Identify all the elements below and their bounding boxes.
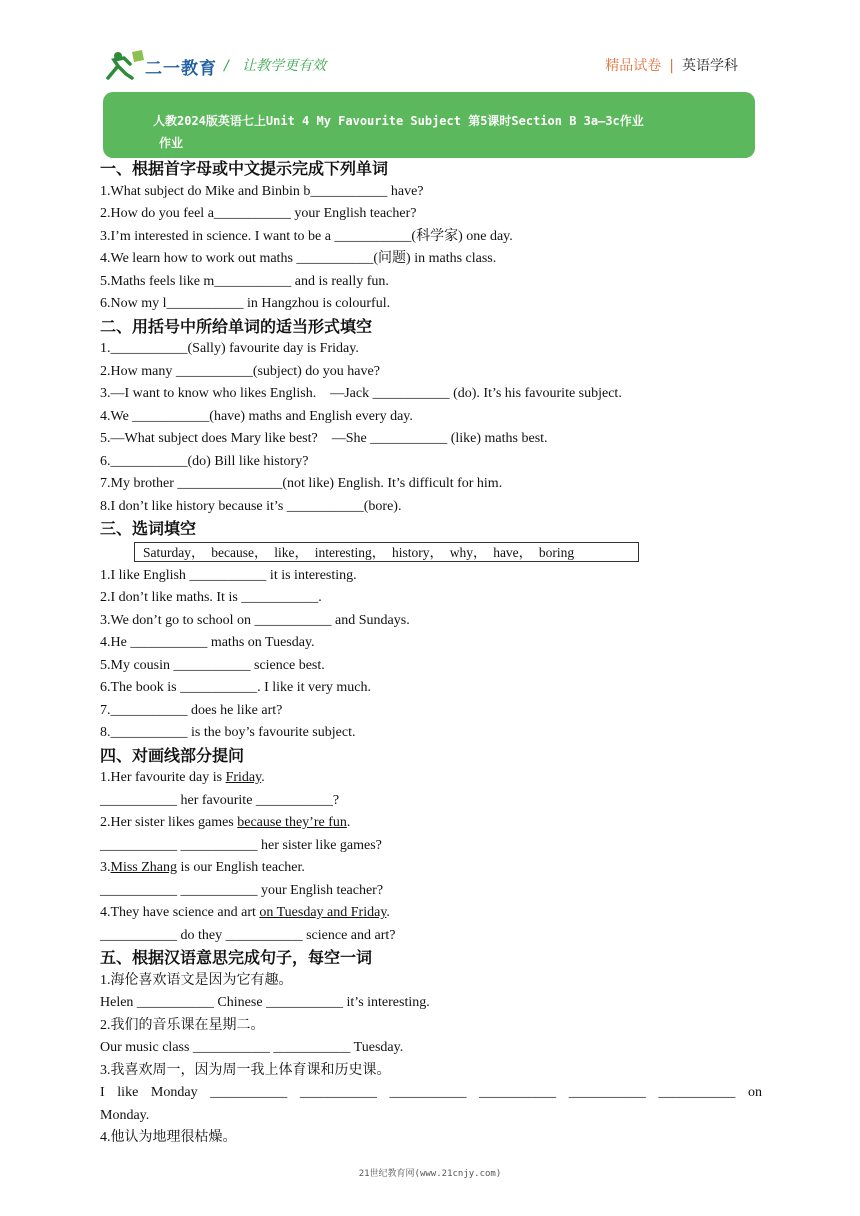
- list-item: 3.Miss Zhang is our English teacher.: [100, 860, 305, 875]
- list-item: 2.Her sister likes games because they’re fun.: [100, 815, 351, 830]
- list-item: 4.We ___________(have) maths and English every day.: [100, 408, 413, 424]
- list-item: 6.Now my l___________ in Hangzhou is colourful.: [100, 296, 391, 311]
- answer-line: ___________ ___________ your English teacher?: [100, 882, 384, 898]
- list-item: 3.我喜欢周一，因为周一我上体育课和历史课。: [100, 1062, 391, 1078]
- logo-text: 二一教育: [145, 59, 217, 79]
- section-1-title: 一、根据首字母或中文提示完成下列单词: [100, 159, 389, 178]
- list-item: 8.I don’t like history because it’s ___________(bore).: [100, 498, 402, 514]
- answer-line-continued: Monday.: [100, 1107, 150, 1123]
- list-item: 3.—I want to know who likes English. —Jack ___________ (do). It’s his favourite subject.: [100, 386, 622, 401]
- list-item: 5.—What subject does Mary like best? —She ___________ (like) maths best.: [100, 431, 548, 446]
- worksheet-content: [100, 158, 762, 1150]
- answer-line: Helen ___________ Chinese ___________ it’s interesting.: [100, 995, 430, 1010]
- list-item: 3.I’m interested in science. I want to be a ___________(科学家) one day.: [100, 228, 513, 244]
- banner-title-line2: 作业: [159, 136, 184, 150]
- list-item: 1.Her favourite day is Friday.: [100, 770, 265, 785]
- list-item: 4.We learn how to work out maths ___________(问题) in maths class.: [100, 251, 497, 266]
- tag-premium: 精品试卷: [605, 58, 662, 74]
- list-item: 1.I like English ___________ it is interesting.: [100, 567, 357, 583]
- page-header: [0, 0, 860, 90]
- answer-line: Our music class ___________ ___________ Tuesday.: [100, 1040, 404, 1055]
- list-item: 2.How do you feel a___________ your English teacher?: [100, 206, 417, 221]
- list-item: 6.The book is ___________. I like it very much.: [100, 680, 372, 695]
- section-2-title: 二、用括号中所给单词的适当形式填空: [100, 316, 373, 336]
- slogan: / 让教学更有效: [224, 58, 327, 74]
- underlined-phrase: on Tuesday and Friday: [259, 905, 387, 920]
- list-item: 4.He ___________ maths on Tuesday.: [100, 635, 315, 650]
- section-3-title: 三、选词填空: [100, 519, 197, 538]
- answer-line: I like Monday ___________ ___________ ___________ ___________ ___________ ___________ on: [100, 1085, 762, 1100]
- list-item: 7.___________ does he like art?: [100, 702, 283, 718]
- list-item: 1.海伦喜欢语文是因为它有趣。: [100, 972, 293, 988]
- subject-tags: 精品试卷 | 英语学科: [605, 58, 738, 74]
- list-item: 5.Maths feels like m___________ and is really fun.: [100, 273, 389, 289]
- answer-line: ___________ do they ___________ science and art?: [100, 927, 396, 943]
- list-item: 1.What subject do Mike and Binbin b___________ have?: [100, 183, 424, 199]
- list-item: 1.___________(Sally) favourite day is Friday.: [100, 341, 359, 356]
- list-item: 8.___________ is the boy’s favourite subject.: [100, 725, 356, 740]
- list-item: 6.___________(do) Bill like history?: [100, 453, 309, 469]
- list-item: 7.My brother _______________(not like) English. It’s difficult for him.: [100, 476, 503, 491]
- section-4-title: 四、对画线部分提问: [100, 745, 245, 765]
- answer-line: ___________ ___________ her sister like games?: [100, 837, 382, 853]
- list-item: 3.We don’t go to school on ___________ and Sundays.: [100, 612, 410, 628]
- banner-title-line1: 人教2024版英语七上Unit 4 My Favourite Subject 第5课时Section B 3a—3c作业: [153, 114, 644, 128]
- word-bank-box: Saturday， because， like， interesting， history， why， have， boring: [134, 542, 639, 562]
- answer-line: ___________ her favourite ___________?: [100, 792, 340, 808]
- title-banner: [103, 92, 755, 158]
- list-item: 2.I don’t like maths. It is ___________.: [100, 590, 322, 605]
- underlined-phrase: because they’re fun: [237, 815, 347, 830]
- list-item: 2.我们的音乐课在星期二。: [100, 1017, 265, 1033]
- list-item: 2.How many ___________(subject) do you have?: [100, 363, 380, 379]
- list-item: 5.My cousin ___________ science best.: [100, 657, 325, 673]
- list-item: 4.They have science and art on Tuesday and Friday.: [100, 905, 390, 920]
- underlined-phrase: Friday: [225, 770, 262, 785]
- list-item: 4.他认为地理很枯燥。: [100, 1130, 237, 1145]
- section-5-title: 五、根据汉语意思完成句子，每空一词: [100, 948, 373, 967]
- tag-subject: 英语学科: [682, 58, 738, 74]
- page-footer: 21世纪教育网(www.21cnjy.com): [358, 1169, 502, 1179]
- underlined-phrase: Miss Zhang: [110, 860, 177, 875]
